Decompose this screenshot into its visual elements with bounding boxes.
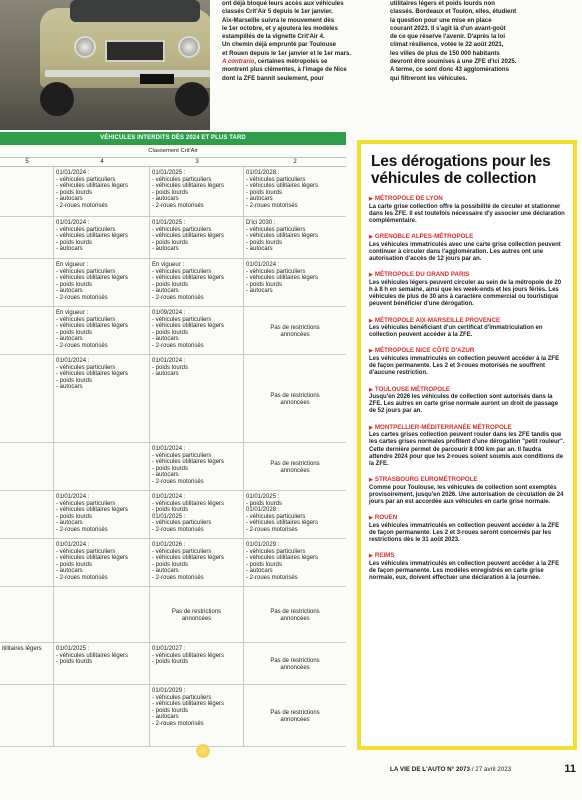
table-body: [0, 167, 346, 747]
table-row: [0, 685, 346, 747]
table-cell: 01/01/2024 : - véhicules particuliers - véhicules utilitaires légers - poids lourds - autocars - 2-roues motorisés: [54, 539, 150, 586]
table-cell: 01/01/2024 : - véhicules particuliers - véhicules utilitaires légers - poids lourds - autocars: [54, 355, 150, 442]
triangle-right-icon: ▶: [369, 234, 373, 241]
derogation-entry: [369, 424, 565, 469]
table-cell: 01/01/2025 : - poids lourds 01/01/2028 : - véhicules particuliers - véhicules utilitaires légers - 2-roues motorisés: [246, 494, 319, 533]
table-row: [0, 643, 346, 685]
table-cell: Pas de restrictions annoncées: [150, 587, 244, 642]
entry-text: Les véhicules légers peuvent circuler au sein de la métropole de 20 h à 8 h en semaine, ainsi que les week-ends et les jours fériés. Les véhicules de plus de 30 ans à caractère commercial ou touristique peuvent bénéficier d'une dérogation.: [369, 279, 562, 308]
table-row: [0, 539, 346, 587]
entry-text: Les véhicules immatriculés en collection peuvent accéder à la ZFE de façon permanente. Les 2 et 3-roues motorisés ne souffrent d'aucune restriction.: [369, 355, 560, 377]
article-line: climat résilience, votée le 22 août 2021,: [390, 41, 504, 49]
table-cell: 01/01/2029 : - véhicules particuliers - véhicules utilitaires légers - poids lourds - autocars - 2-roues motorisés: [150, 685, 244, 746]
table-cell: 01/01/2027 : - véhicules utilitaires légers - poids lourds: [150, 643, 244, 684]
table-cell: 01/01/2024 : - véhicules particuliers - véhicules utilitaires légers - poids lourds - autocars - 2-roues motorisés: [54, 167, 150, 216]
triangle-right-icon: ▶: [369, 196, 373, 202]
table-cell: [0, 217, 54, 258]
entry-name: MÉTROPOLE AIX-MARSEILLE PROVENCE: [374, 316, 501, 324]
table-cell: 01/01/2029 : - véhicules particuliers - véhicules utilitaires légers - poids lourds - autocars - 2-roues motorisés: [246, 542, 319, 581]
article-column-left: ont déjà bloqué leurs accès aux véhicules classés Crit'Air 5 depuis le 1er janvier. Aix-Marseille suivra le mouvement dès le 1er octobre, et y ajoutera les modèles estampillés de la vignette Crit'Air 4. Un chemin déjà emprunté par Toulouse et Rouen depuis le 1er janvier et le 1er mars. A contrario, certaines métropoles se montrent plus clémentes, à l'image de Nice dont la ZFE bannit seulement, pour: [222, 0, 352, 82]
table-cell: D'ici 2030 : - véhicules particuliers - véhicules utilitaires légers - poids lourds - autocars: [246, 220, 319, 253]
table-cell: Pas de restrictions annoncées: [270, 324, 320, 338]
triangle-right-icon: ▶: [369, 348, 373, 355]
table-cell: [0, 307, 54, 354]
table-cell: 01/01/2028 : - véhicules particuliers - véhicules utilitaires légers - poids lourds - autocars - 2-roues motorisés: [246, 170, 319, 209]
entry-name: TOULOUSE MÉTROPOLE: [374, 385, 451, 393]
table-title: VÉHICULES INTERDITS DÈS 2024 ET PLUS TARD: [0, 132, 346, 145]
table-cell: [0, 355, 54, 442]
table-cell: En vigueur : - véhicules particuliers - véhicules utilitaires légers - poids lourds - autocars - 2-roues motorisés: [150, 259, 244, 306]
entry-text: Les véhicules bénéficiant d'un certificat d'immatriculation en collection peuvent accéder à la ZFE.: [369, 325, 543, 339]
table-cell: 01/01/2024 : - poids lourds - autocars: [150, 355, 244, 442]
entry-name: MONTPELLIER-MÉDITERRANÉE MÉTROPOLE: [374, 423, 512, 431]
table-cell: 01/01/2024 : - véhicules particuliers - véhicules utilitaires légers - poids lourds - autocars - 2-roues motorisés: [54, 491, 150, 538]
table-cell: [54, 685, 150, 746]
table-cell: [54, 587, 150, 642]
table-cell: [54, 443, 150, 490]
table-cell: [0, 539, 54, 586]
entry-text: Jusqu'en 2026 les véhicules de collection sont autorisés dans la ZFE. Les autres en carte grise normale auront un droit de passage de 52 jours par an.: [369, 394, 559, 415]
table-row: [0, 167, 346, 217]
table-row: [0, 307, 346, 355]
derogation-entry: [369, 476, 565, 506]
table-cell: 01/01/2024 : - véhicules particuliers - véhicules utilitaires légers - poids lourds - autocars - 2-roues motorisés: [150, 443, 244, 490]
article-column-right: [390, 0, 550, 83]
table-cell: 01/01/2025 : - véhicules particuliers - véhicules utilitaires légers - poids lourds - autocars: [150, 217, 244, 258]
entry-name: MÉTROPOLE NICE CÔTE D'AZUR: [374, 347, 475, 355]
triangle-right-icon: ▶: [369, 553, 373, 560]
derogation-entry: [369, 195, 565, 225]
table-cell: 01/01/2025 : - véhicules utilitaires légers - poids lourds: [54, 643, 150, 684]
table-cell: Pas de restrictions annoncées: [270, 709, 320, 723]
table-cell: 01/01/2024 : - véhicules utilitaires légers - poids lourds 01/01/2025 : - véhicules particuliers - 2-roues motorisés: [150, 491, 244, 538]
table-cell: 01/01/2026 : - véhicules particuliers - véhicules utilitaires légers - poids lourds - autocars - 2-roues motorisés: [150, 539, 244, 586]
table-cell: [0, 259, 54, 306]
triangle-right-icon: ▶: [369, 272, 373, 279]
derogation-entry: [369, 514, 565, 544]
entry-name: MÉTROPOLE DU GRAND PARIS: [374, 271, 470, 279]
col-header-5: 5: [25, 159, 29, 165]
article-line: les villes de plus de 150 000 habitants: [390, 49, 500, 57]
triangle-right-icon: ▶: [369, 386, 373, 393]
table-cell: 01/01/2024 : - véhicules particuliers - véhicules utilitaires légers - poids lourds - autocars: [246, 262, 319, 295]
col-header-3: 3: [195, 159, 199, 165]
table-row: [0, 587, 346, 643]
table-row: [0, 443, 346, 491]
article-line: courant 2023. Il s'agit là d'un avant-goût: [390, 24, 506, 32]
article-line: A terme, ce sont donc 43 agglomérations: [390, 66, 509, 74]
table-row: [0, 355, 346, 443]
table-cell: Pas de restrictions annoncées: [270, 460, 320, 474]
table-cell: En vigueur : - véhicules particuliers - véhicules utilitaires légers - poids lourds - autocars - 2-roues motorisés: [54, 259, 150, 306]
table-cell: 01/01/2024 : - véhicules particuliers - véhicules utilitaires légers - poids lourds - autocars: [54, 217, 150, 258]
paper-stain: [196, 744, 210, 758]
banned-vehicles-table: [0, 132, 346, 747]
entry-name: REIMS: [374, 552, 395, 560]
table-cell: 01/01/2025 : - véhicules particuliers - véhicules utilitaires légers - poids lourds - autocars - 2-roues motorisés: [150, 167, 244, 216]
col-header-2: 2: [293, 159, 297, 165]
derogation-list: [361, 195, 573, 583]
page-number: 11: [564, 763, 576, 775]
entry-text: Les véhicules immatriculés avec une carte grise collection peuvent continuer à circuler dans l'agglomération. Les autres ont une autorisation d'accès de 12 jours par an.: [369, 241, 561, 263]
entry-name: GRENOBLE ALPES-MÉTROPOLE: [374, 233, 474, 241]
derogation-entry: [369, 233, 565, 263]
entry-text: La carte grise collection offre la possibilité de circuler et stationner dans les ZFE. Il est toutefois nécessaire d'y associer une déclaration complémentaire.: [369, 203, 565, 224]
article-line: qui filtreront les véhicules.: [390, 74, 468, 82]
entry-text: Les cartes grises collection peuvent rouler dans les ZFE tandis que les cartes grises normales profitent d'une dérogation "petit rouleur". Cette dernière permet de parcourir 8 000 km par an. Il faudra attendre 2024 pour que les 2-roues soient soumis aux conditions de la ZFE.: [369, 432, 565, 467]
article-line: utilitaires légers et poids lourds non: [390, 0, 495, 7]
table-cell: 01/09/2024 : - véhicules particuliers - véhicules utilitaires légers - poids lourds - autocars - 2-roues motorisés: [150, 307, 244, 354]
triangle-right-icon: ▶: [369, 424, 373, 431]
triangle-right-icon: ▶: [369, 477, 373, 484]
table-cell: [0, 491, 54, 538]
table-cell: Pas de restrictions annoncées: [270, 392, 320, 406]
magazine-name: LA VIE DE L'AUTO N° 2073: [390, 766, 470, 773]
triangle-right-icon: ▶: [369, 515, 373, 522]
table-cell: [0, 443, 54, 490]
entry-text: Comme pour Toulouse, les véhicules de collection sont exemptés provisoirement, jusqu'en 2026. Une autorisation de circulation de 24 jours par an est accordée aux véhicules en carte grise normale.: [369, 484, 564, 506]
derogation-entry: [369, 552, 565, 582]
entry-text: Les véhicules immatriculés en collection peuvent accéder à la ZFE de façon permanente. Les modèles enregistrés en carte grise normale, eux, doivent effectuer une déclaration à la journée.: [369, 560, 560, 582]
table-cell: En vigueur : - véhicules particuliers - véhicules utilitaires légers - poids lourds - autocars - 2-roues motorisés: [54, 307, 150, 354]
table-cell: [0, 587, 54, 642]
derogation-entry: [369, 271, 565, 308]
article-line: la question pour une mise en place: [390, 16, 492, 24]
table-cell: Pas de restrictions annoncées: [270, 608, 320, 622]
triangle-right-icon: ▶: [369, 317, 373, 324]
derogation-entry: [369, 317, 565, 340]
table-row: [0, 259, 346, 307]
table-subtitle: Classement Crit'Air: [148, 148, 198, 154]
table-cell: Pas de restrictions annoncées: [270, 657, 320, 671]
entry-name: STRASBOURG EUROMÉTROPOLE: [374, 476, 478, 484]
table-row: [0, 491, 346, 539]
table-cell: [0, 685, 54, 746]
derogations-box: [357, 140, 577, 750]
table-cell: itilitaires légers: [0, 643, 54, 684]
article-line: de ce que réserve l'avenir. D'après la loi: [390, 33, 506, 41]
article-line: devront être soumises à une ZFE d'ici 2025.: [390, 58, 517, 66]
derogation-entry: [369, 386, 565, 416]
box-title: Les dérogations pour les véhicules de collection: [371, 153, 551, 187]
derogation-entry: [369, 347, 565, 377]
table-cell: [0, 167, 54, 216]
entry-text: Les véhicules immatriculés en collection peuvent accéder à la ZFE de façon permanente. Les 2 et 3-roues seront concernés par les restrictions dès le 31 août 2023.: [369, 522, 560, 544]
table-row: [0, 217, 346, 259]
page-footer: [390, 766, 511, 773]
article-line: classés. Bordeaux et Toulon, elles, étudient: [390, 8, 517, 16]
issue-date: / 27 avril 2023: [471, 766, 512, 773]
classic-car-photo: [0, 0, 210, 130]
entry-name: ROUEN: [374, 514, 398, 522]
table-header-row: [0, 157, 346, 167]
col-header-4: 4: [100, 159, 104, 165]
entry-name: MÉTROPOLE DE LYON: [374, 195, 443, 202]
